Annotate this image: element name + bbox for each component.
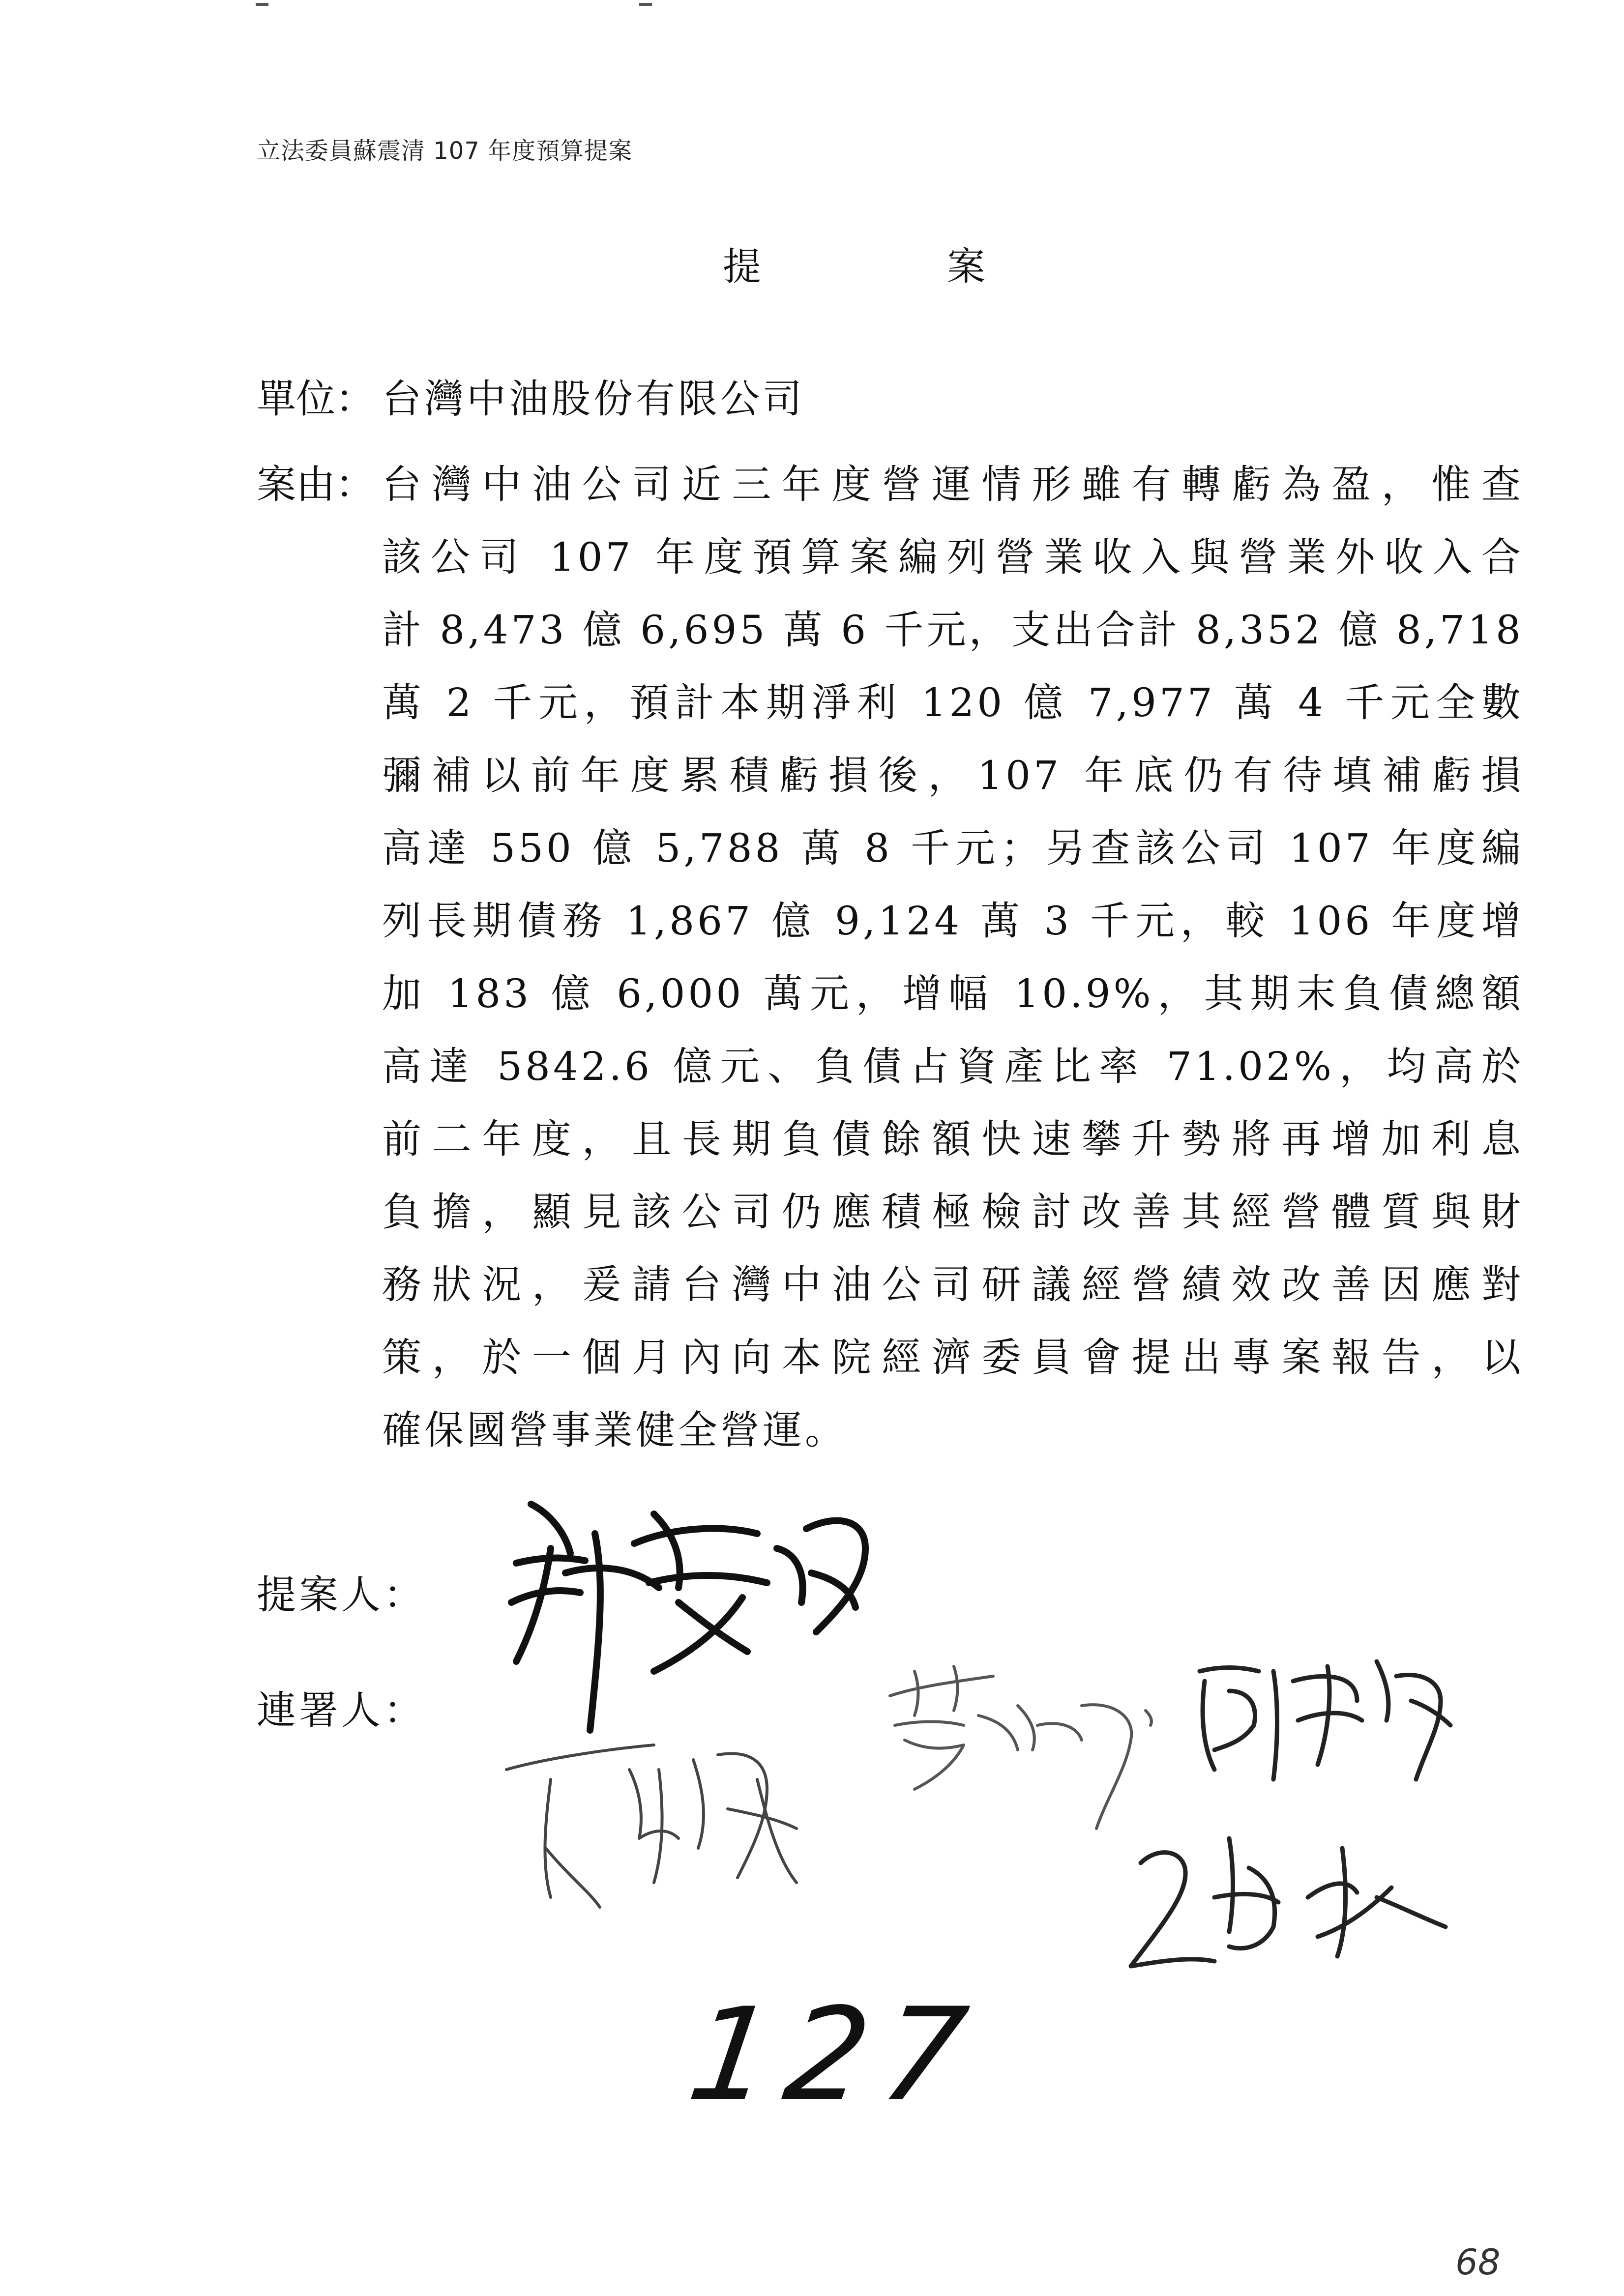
document-header: 立法委員蘇震清 107 年度預算提案 xyxy=(257,137,633,165)
cosigner-signature xyxy=(1200,1661,1450,1779)
reason-line: 萬 2 千元，預計本期淨利 120 億 7,977 萬 4 千元全數 xyxy=(382,680,1524,726)
cosigners-label: 連署人： xyxy=(257,1687,426,1733)
reason-line: 確保國營事業健全營運。 xyxy=(382,1407,847,1453)
reason-line: 負擔，顯見該公司仍應積極檢討改善其經營體質與財 xyxy=(382,1189,1524,1235)
reason-line: 策，於一個月內向本院經濟委員會提出專案報告，以 xyxy=(382,1335,1524,1380)
reason-line: 加 183 億 6,000 萬元，增幅 10.9%，其期末負債總額 xyxy=(382,971,1524,1017)
reason-line: 高達 550 億 5,788 萬 8 千元；另查該公司 107 年度編 xyxy=(382,825,1524,871)
reason-row xyxy=(257,448,1524,1467)
cosigner-signature xyxy=(1131,1838,1446,1966)
handwritten-number: 127 xyxy=(680,1981,990,2129)
reason-line: 該公司 107 年度預算案編列營業收入與營業外收入合 xyxy=(382,534,1524,580)
document-title: 提 案 xyxy=(723,245,1060,289)
reason-line: 高達 5842.6 億元、負債占資產比率 71.02%，均高於 xyxy=(382,1044,1524,1089)
proposer-label: 提案人： xyxy=(257,1572,426,1618)
reason-line: 計 8,473 億 6,695 萬 6 千元，支出合計 8,352 億 8,718 xyxy=(382,607,1524,653)
unit-row xyxy=(257,363,805,436)
cosigner-signature xyxy=(506,1745,797,1907)
reason-line: 彌補以前年度累積虧損後，107 年底仍有待填補虧損 xyxy=(382,753,1524,798)
reason-line: 務狀況，爰請台灣中油公司研議經營績效改善因應對 xyxy=(382,1262,1524,1308)
reason-line: 前二年度，且長期負債餘額快速攀升勢將再增加利息 xyxy=(382,1116,1524,1162)
scan-marks xyxy=(256,3,698,13)
page-number: 68 xyxy=(1455,2241,1501,2283)
reason-label: 案由： xyxy=(257,462,375,507)
unit-value: 台灣中油股份有限公司 xyxy=(382,376,805,422)
unit-label: 單位： xyxy=(257,376,375,422)
reason-line: 台灣中油公司近三年度營運情形雖有轉虧為盈，惟查 xyxy=(382,462,1524,507)
reason-text xyxy=(382,448,1524,1467)
proposer-signature xyxy=(511,1504,865,1730)
reason-line: 列長期債務 1,867 億 9,124 萬 3 千元，較 106 年度增 xyxy=(382,898,1524,944)
cosigner-signature xyxy=(890,1666,1152,1829)
